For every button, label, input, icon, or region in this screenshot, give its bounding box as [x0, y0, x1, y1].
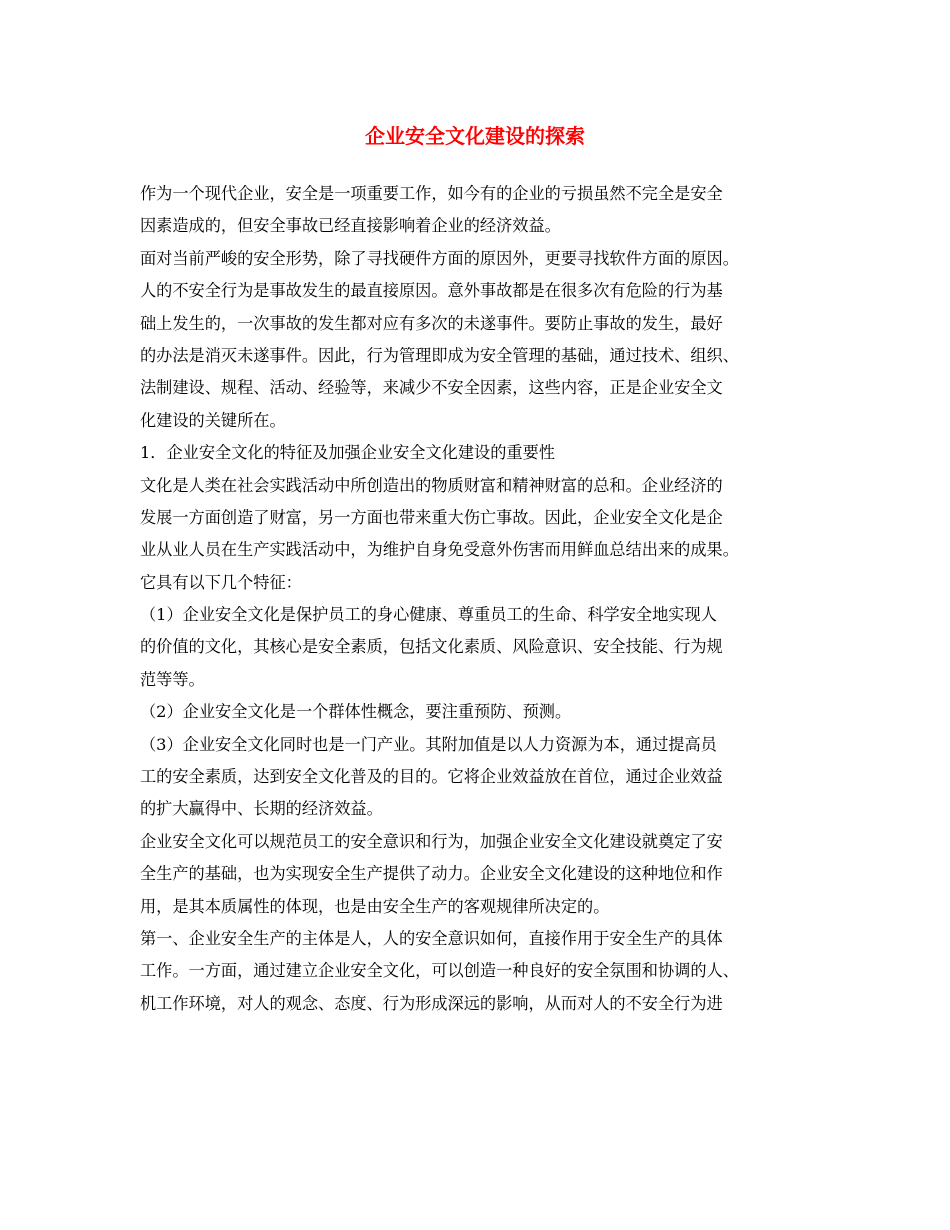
text-line: 企业安全文化可以规范员工的安全意识和行为，加强企业安全文化建设就奠定了安	[140, 831, 723, 851]
text-line: 作为一个现代企业，安全是一项重要工作，如今有的企业的亏损虽然不完全是安全	[140, 184, 723, 203]
text-line: 工作。一方面，通过建立企业安全文化，可以创造一种良好的安全氛围和协调的人、	[140, 961, 739, 981]
text-line: 的扩大赢得中、长期的经济效益。	[140, 799, 383, 819]
list-item: （1）企业安全文化是保护员工的身心健康、尊重员工的生命、科学安全地实现人	[140, 605, 717, 625]
text-line: 它具有以下几个特征：	[140, 572, 302, 592]
text-line: 业从业人员在生产实践活动中，为维护自身免受意外伤害而用鲜血总结出来的成果。	[140, 540, 739, 560]
text-line: 面对当前严峻的安全形势，除了寻找硬件方面的原因外，更要寻找软件方面的原因。	[140, 248, 739, 268]
text-line: 发展一方面创造了财富，另一方面也带来重大伤亡事故。因此，企业安全文化是企	[140, 507, 723, 527]
text-line: 范等等。	[140, 669, 205, 689]
text-line: 的价值的文化，其核心是安全素质，包括文化素质、风险意识、安全技能、行为规	[140, 637, 723, 657]
document-title: 企业安全文化建设的探索	[365, 124, 585, 148]
text-line: 因素造成的，但安全事故已经直接影响着企业的经济效益。	[140, 216, 561, 236]
document-body	[140, 178, 830, 1020]
section-heading: 1．企业安全文化的特征及加强企业安全文化建设的重要性	[140, 443, 555, 463]
text-line: 文化是人类在社会实践活动中所创造出的物质财富和精神财富的总和。企业经济的	[140, 475, 723, 495]
text-line: 的办法是消灭未遂事件。因此，行为管理即成为安全管理的基础，通过技术、组织、	[140, 345, 739, 365]
text-line: 法制建设、规程、活动、经验等，来减少不安全因素，这些内容，正是企业安全文	[140, 378, 723, 398]
text-line: 第一、企业安全生产的主体是人，人的安全意识如何，直接作用于安全生产的具体	[140, 928, 723, 948]
list-item: （2）企业安全文化是一个群体性概念，要注重预防、预测。	[140, 702, 572, 722]
text-line: 化建设的关键所在。	[140, 410, 286, 430]
list-item: （3）企业安全文化同时也是一门产业。其附加值是以人力资源为本，通过提高员	[140, 734, 717, 754]
text-line: 础上发生的，一次事故的发生都对应有多次的未遂事件。要防止事故的发生，最好	[140, 313, 723, 333]
text-line: 机工作环境，对人的观念、态度、行为形成深远的影响，从而对人的不安全行为进	[140, 993, 723, 1013]
text-line: 全生产的基础，也为实现安全生产提供了动力。企业安全文化建设的这种地位和作	[140, 864, 723, 884]
text-line: 人的不安全行为是事故发生的最直接原因。意外事故都是在很多次有危险的行为基	[140, 281, 723, 301]
text-line: 工的安全素质，达到安全文化普及的目的。它将企业效益放在首位，通过企业效益	[140, 767, 723, 787]
text-line: 用，是其本质属性的体现，也是由安全生产的客观规律所决定的。	[140, 896, 610, 916]
